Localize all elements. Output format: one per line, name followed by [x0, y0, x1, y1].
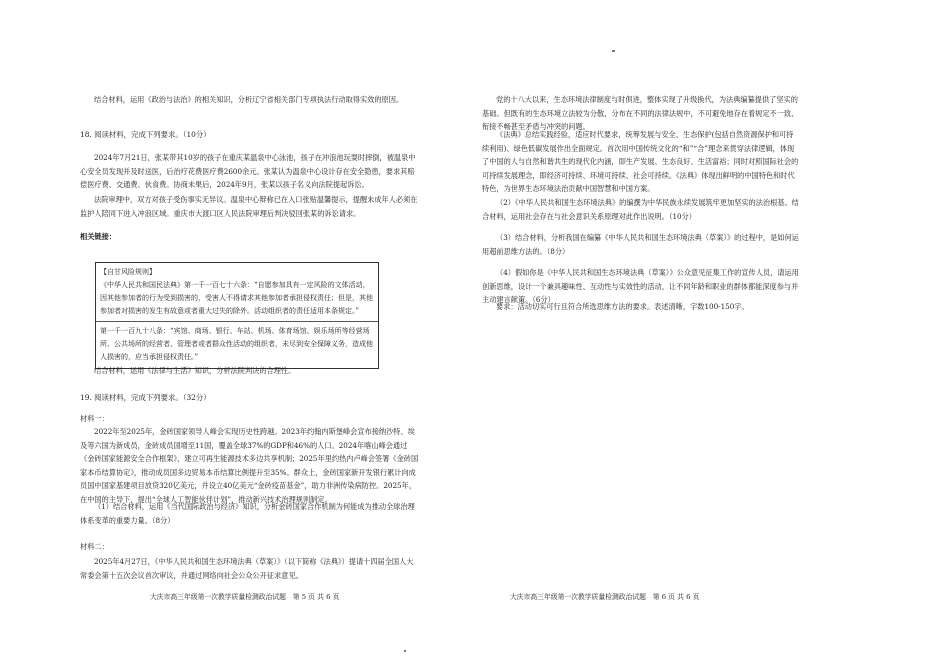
related-link-label: 相关链接： [80, 232, 116, 241]
material-2-continued: 党的十八大以来，生态环境法律制度与时俱进，整体实现了升级换代，为法典编纂提供了坚实的基础。但既有的生态环境立法较为分散，分布在不同的法律法规中，不可避免地存在着规定不一致、衔接不畅甚至矛盾与冲突的问题。 [482, 95, 799, 131]
material-18-paragraph-2: 法院审理中，双方对孩子受伤事实无异议。温泉中心辩称已在入口张贴温馨提示，提醒未成年人必须在监护人陪同下进入冲浪区域。重庆市大渡口区人民法院审理后判决驳回张某的诉讼请求。 [80, 195, 418, 218]
risk-rule-box [95, 262, 379, 369]
material-2-paragraph: 2025年4月27日，《中华人民共和国生态环境法典（草案）》（以下简称《法典》）提请十四届全国人大常委会第十五次会议首次审议，并通过网络向社会公众公开征求意见。 [80, 557, 414, 580]
question-19-4: （4）假如你是《中华人民共和国生态环境法典（草案）》公众意见征集工作的宣传人员，请运用创新思维，设计一个兼具趣味性、互动性与实效性的活动，让不同年龄和职业的群体都能深度参与并主动建言献策。（6分） [482, 268, 799, 304]
page-6 [482, 0, 800, 672]
page-5 [80, 0, 420, 672]
risk-rule-article-1198: 第一千一百九十八条：“宾馆、商场、银行、车站、机场、体育场馆、娱乐场所等经营场所、公共场所的经营者、管理者或者群众性活动的组织者，未尽到安全保障义务，造成他人损害的，应当承担侵权责任。” [100, 327, 373, 361]
material-2-label: 材料二： [80, 542, 109, 551]
material-1-paragraph: 2022年至2025年，金砖国家领导人峰会实现历史性跨越。2023年约翰内斯堡峰会宣布接纳沙特、埃及等六国为新成员，金砖成员国增至11国，覆盖全球37%的GDP和46%的人口。2024年喀山峰会通过《金砖国家能源安全合作框架》，建立可再生能源技术多边共享机制；2025年里约热内卢峰会签署《金砖国家本币结算协定》，推动成员国多边贸易本币结算比例提升至35%。群众上，金砖国家新开发银行累计向成员国中国家基建项目放贷320亿美元，并设立40亿美元“金砖疫苗基金”，助力非洲传染病防控。2025年，在中国的主导下，提出“全球人工智能伙伴计划”，推动新兴技术治理规则制定。 [80, 427, 419, 504]
question-19-1: （1）结合材料，运用《当代国际政治与经济》知识，分析金砖国家合作机制为何能成为推动全球治理体系变革的重要力量。（8分） [80, 502, 415, 525]
risk-rule-article-1176: 《中华人民共和国民法典》第一千一百七十六条：“自愿参加具有一定风险的文体活动，因其他参加者的行为受到损害的，受害人不得请求其他参加者承担侵权责任；但是，其他参加者对损害的发生有故意或者重大过失的除外。活动组织者的责任适用本条规定。” [100, 281, 373, 315]
box-divider [96, 321, 378, 322]
scan-speck [404, 650, 406, 652]
material-1-label: 材料一： [80, 414, 109, 423]
risk-rule-title: 【自甘风险规则】 [100, 268, 156, 276]
question-19-4-requirement: 要求：活动切实可行且符合所选思维方法的要求。表述清晰，字数100-150字。 [496, 302, 749, 311]
question-17-prompt: 结合材料，运用《政治与法治》的相关知识，分析辽宁省相关部门专项执法行动取得实效的原因。 [94, 95, 404, 104]
question-19-heading: 19. 阅读材料，完成下列要求。（32分） [80, 393, 211, 402]
page-5-footer: 大庆市高三年级第一次教学质量检测政治试题 第 5 页 共 6 页 [150, 593, 340, 601]
question-19-2: （2）《中华人民共和国生态环境法典》的编撰为中华民族永续发展筑牢更加坚实的法治根基。结合材料，运用社会存在与社会意识关系原理对此作出说明。（10分） [482, 198, 799, 221]
material-18-paragraph-1: 2024年7月21日，张某带其10岁的孩子在重庆某温泉中心泳池，孩子在冲浪池玩耍时摔倒，被温泉中心安全员发现并及时送医，后治疗花费医疗费2600余元。张某认为温泉中心设计存在安全隐患，要求其赔偿医疗费、交通费、伙食费。协商未果后，2024年9月，张某以孩子名义向法院提起诉讼。 [80, 153, 416, 189]
question-18-heading: 18. 阅读材料，完成下列要求。（10分） [80, 130, 211, 139]
scan-speck [612, 50, 615, 52]
question-19-3: （3）结合材料，分析我国在编纂《中华人民共和国生态环境法典（草案）》的过程中，是如何运用超前思维方法的。（8分） [482, 233, 799, 256]
material-2-paragraph-2: 《法典》总结实践经验，适应时代要求，统筹发展与安全、生态保护(包括自然资源保护和可持续利用)、绿色低碳发展作出全面规定。首次用中国传统文化的“和”“合”理念来贯穿法律逻辑，体现了中国的人与自然和谐共生的现代化内涵，即生产发展、生态良好、生活富裕；同时对照国际社会的可持续发展理念，即经济可持续、环境可持续、社会可持续。《法典》体现出鲜明的中国特色和时代特色，为世界生态环境法治贡献中国智慧和中国方案。 [482, 130, 799, 193]
page-6-footer: 大庆市高三年级第一次教学质量检测政治试题 第 6 页 共 6 页 [510, 593, 700, 601]
question-18-requirement: 结合材料，运用《法律与生活》知识，分析法院判决的合理性。 [94, 366, 296, 375]
